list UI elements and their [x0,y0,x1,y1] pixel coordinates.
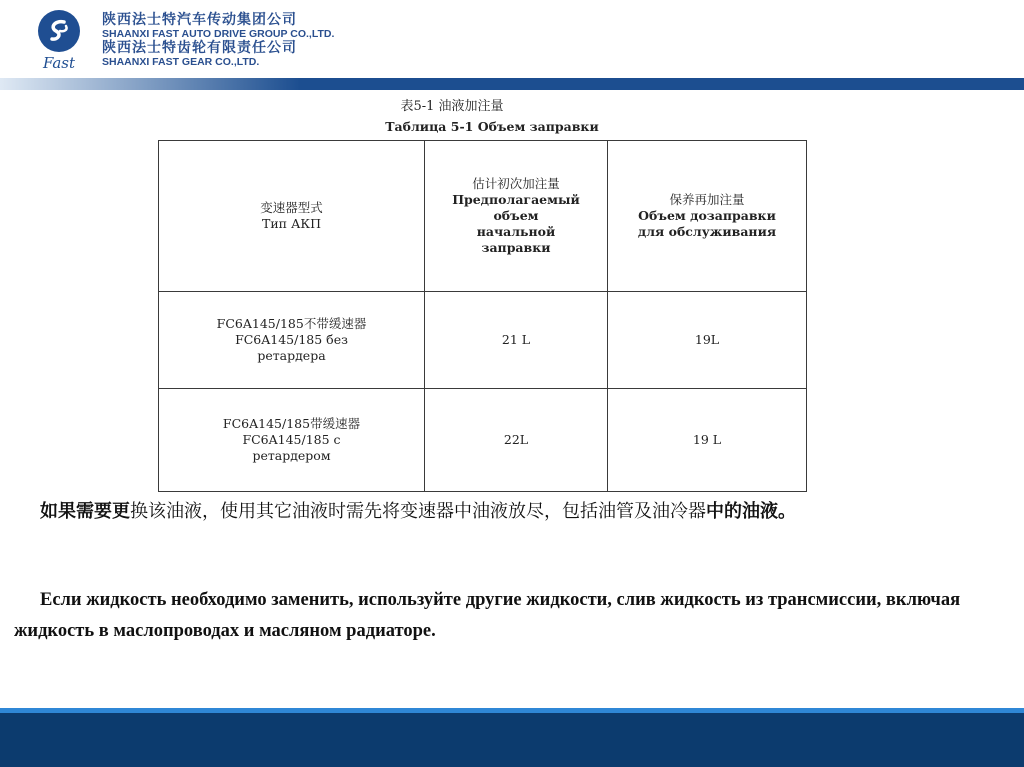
header-transmission-type [159,141,425,292]
fluid-volume-table-section [0,92,1024,496]
header-service-refill [608,141,807,292]
header-label-ru: Объем дозаправки [638,208,776,223]
header-label-ru: Предполагаемый [452,192,580,207]
header-label-ru: начальной [476,224,556,239]
slide-header [0,0,1024,80]
cell-service-volume: 19 L [608,389,807,492]
table-row [159,389,807,492]
cell-line: ретардера [257,348,326,363]
paragraph-ru: Если жидкость необходимо заменить, используйте другие жидкости, слив жидкость из трансмиссии, включая жидкость в маслопроводах и масляном радиаторе. [14,590,961,641]
header-label-ru: Тип АКП [261,216,321,231]
cell-line: ретардером [252,448,331,463]
table-caption-zh: 表5-1 油液加注量 [400,99,504,114]
fluid-volume-table [158,140,807,492]
header-bar-gradient [0,78,300,90]
cell-type [159,292,425,389]
logo-swirl-icon [46,18,72,44]
slide-footer [0,713,1024,767]
company-name-en-1: SHAANXI FAST AUTO DRIVE GROUP CO.,LTD. [102,28,335,40]
header-label-zh: 保养再加注量 [669,192,745,207]
company-name-en-2: SHAANXI FAST GEAR CO.,LTD. [102,56,260,68]
cell-service-volume: 19L [608,292,807,389]
table-row [159,292,807,389]
header-label-ru: объем [493,208,539,223]
cell-line: FC6A145/185带缓速器 [222,416,361,431]
paragraph-zh-bold: 如果需要更 [40,501,130,522]
paragraph-zh-bold-end: 中的油液。 [706,501,796,522]
table-caption-ru: Таблица 5-1 Объем заправки [385,119,599,134]
cell-initial-volume: 22L [425,389,608,492]
header-label-ru: для обслуживания [637,224,777,239]
cell-line: FC6A145/185不带缓速器 [216,316,367,331]
logo-text: Fast [42,54,76,72]
paragraph-zh-text: 换该油液，使用其它油液时需先将变速器中油液放尽，包括油管及油冷器 [130,501,706,522]
company-names [102,12,702,68]
table-header-row [159,141,807,292]
paragraph-zh [14,497,1009,527]
header-label-zh: 变速器型式 [260,200,323,215]
company-name-zh-2: 陕西法士特齿轮有限责任公司 [102,40,297,56]
header-initial-fill [425,141,608,292]
header-label-zh: 估计初次加注量 [472,176,560,191]
header-label-ru: заправки [481,240,551,255]
company-name-zh-1: 陕西法士特汽车传动集团公司 [102,12,297,28]
company-logo [30,10,88,74]
cell-line: FC6A145/185 с [242,432,341,447]
cell-type [159,389,425,492]
cell-initial-volume: 21 L [425,292,608,389]
cell-line: FC6A145/185 без [235,332,348,347]
